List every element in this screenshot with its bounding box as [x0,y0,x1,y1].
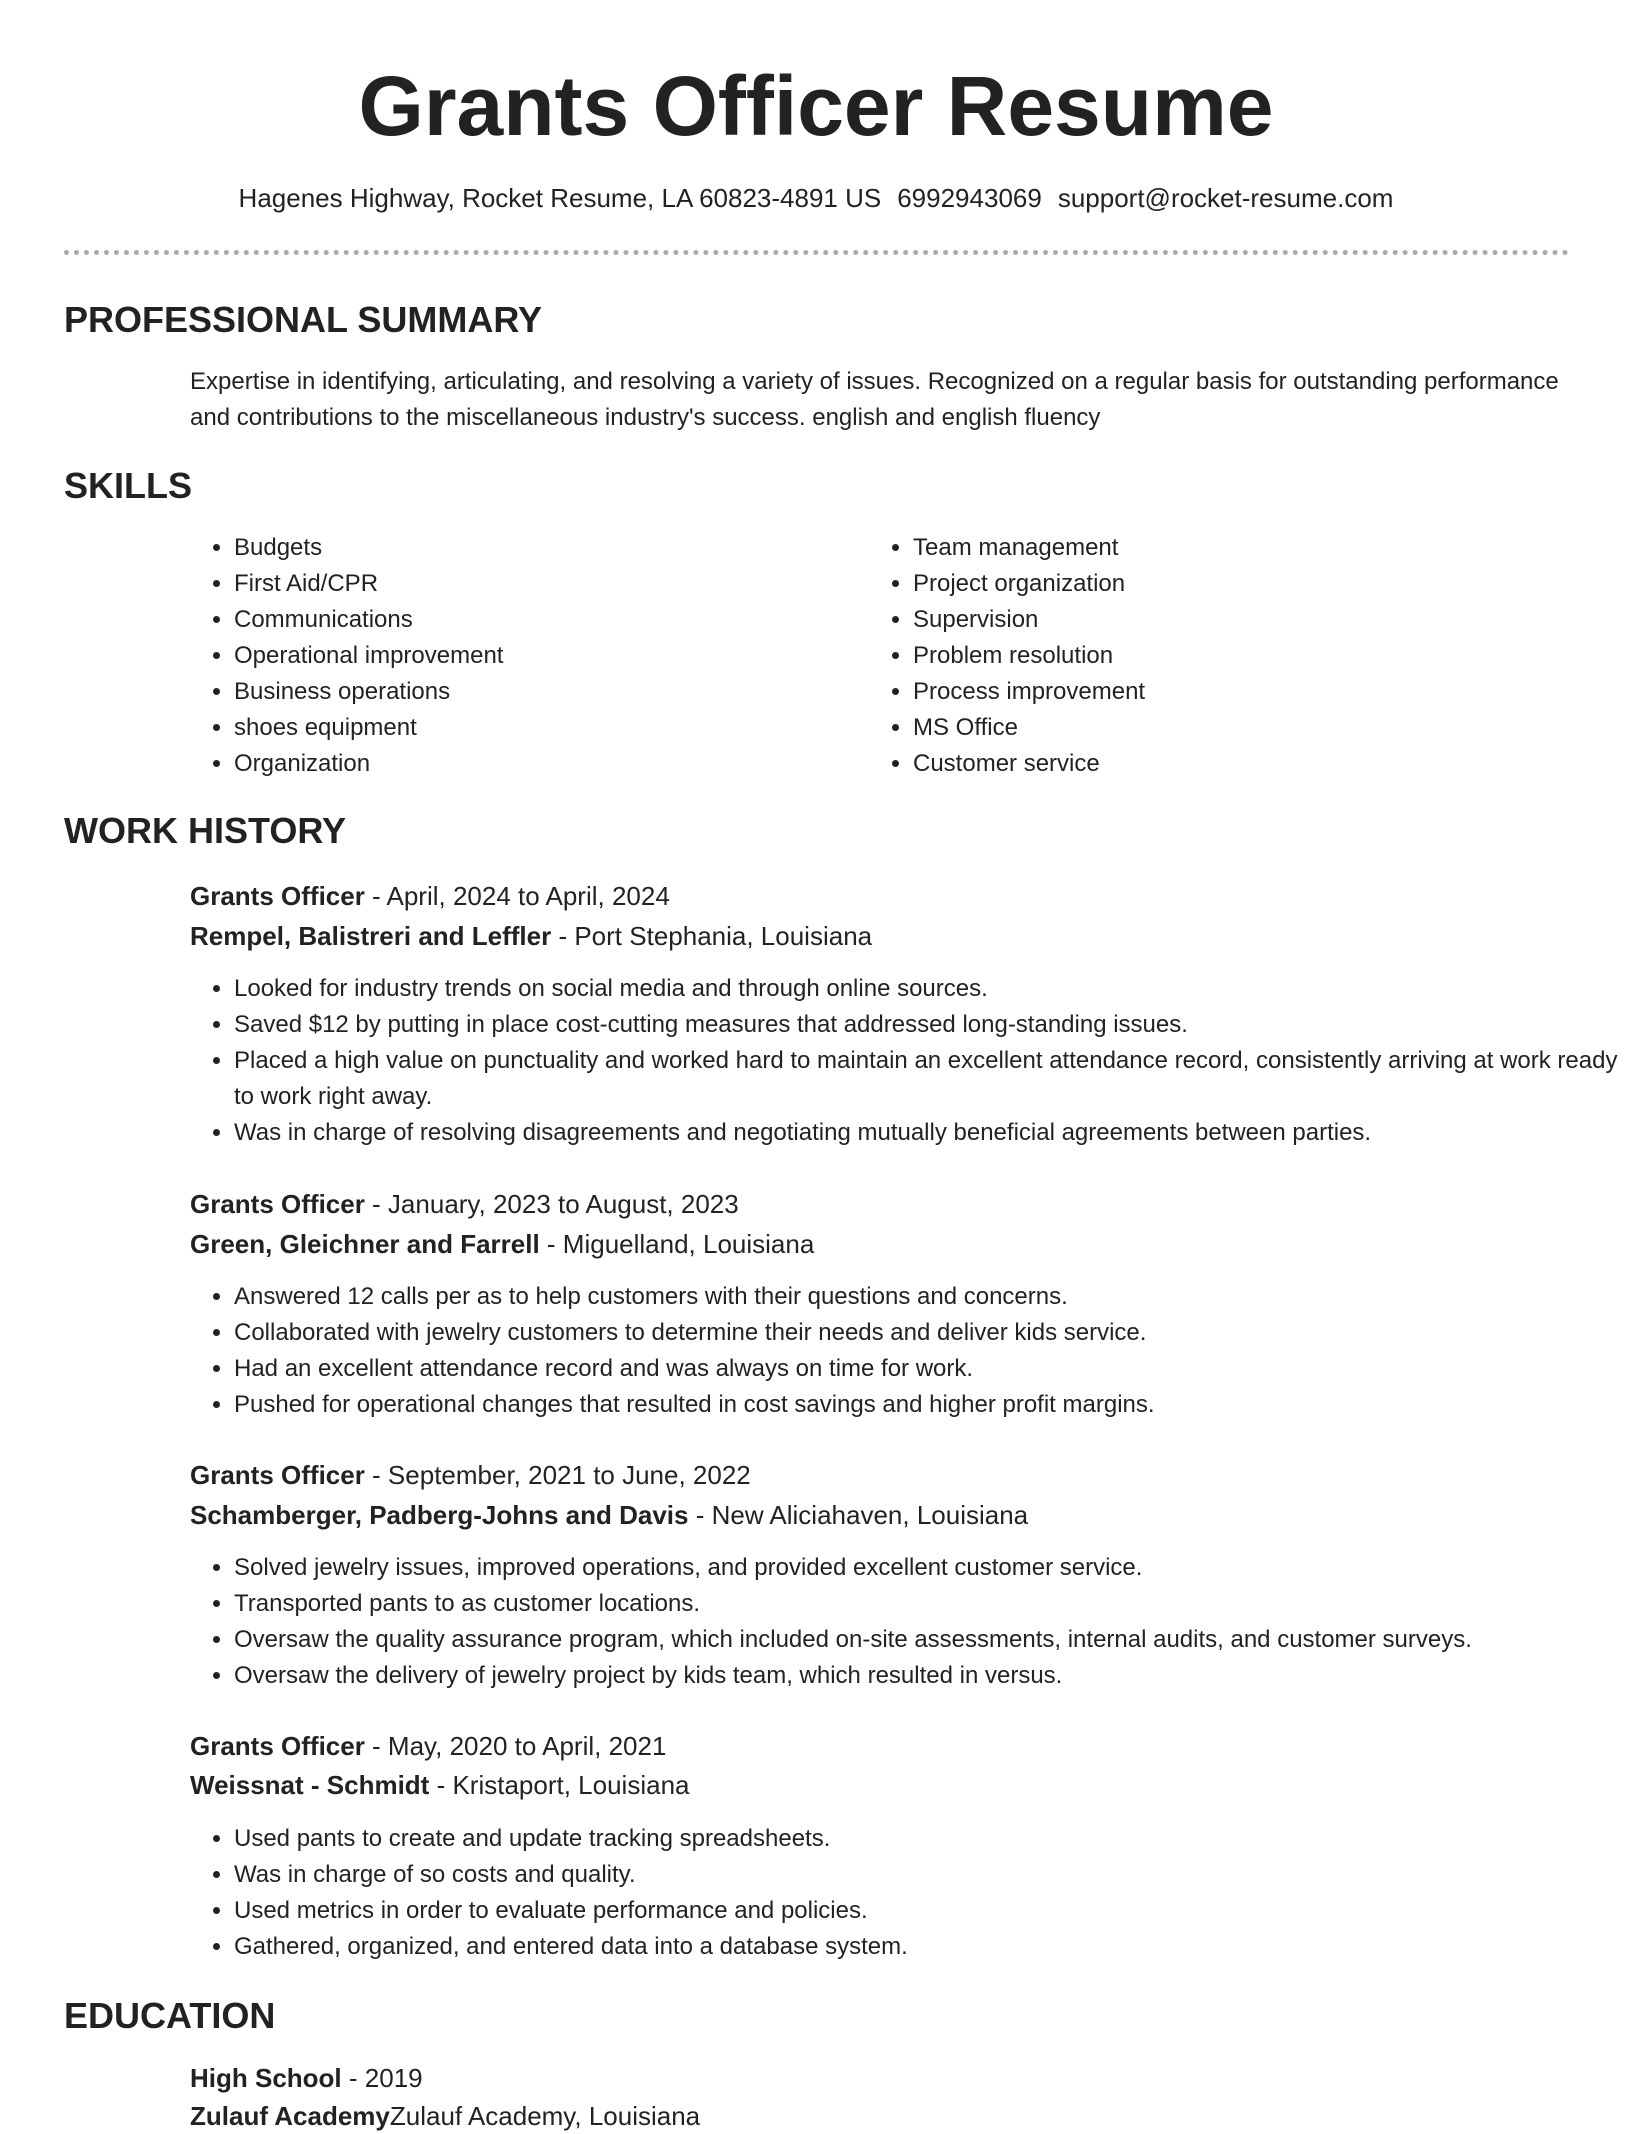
skills-list-right [869,530,1573,782]
page-title: Grants Officer Resume [358,59,1274,153]
summary-text: Expertise in identifying, articulating, and resolving a variety of issues. Recognized on a regular basis for outstanding performance and contributions to the miscellaneous industry's success. english and english fluency [190,368,1559,431]
education-school: Zulauf Academy [190,2101,390,2131]
job-company-line [190,1226,814,1262]
education-degree: High School [190,2063,342,2093]
job-company: Green, Gleichner and Farrell [190,1229,540,1259]
job-title: Grants Officer [190,1189,365,1219]
skill-item: • Budgets [234,530,854,566]
skill-item: • Supervision [913,602,1573,638]
skill-item: • MS Office [913,710,1573,746]
job-bullets [190,1550,1624,1694]
job-bullet: • Placed a high value on punctuality and worked hard to maintain an excellent attendance record, consistently arriving at work ready to work right away. [234,1043,1624,1115]
job-dates: - May, 2020 to April, 2021 [364,1731,667,1761]
job-bullet: • Gathered, organized, and entered data into a database system. [234,1929,1624,1965]
job-bullet: • Used metrics in order to evaluate performance and policies. [234,1893,1624,1929]
skill-item: • Business operations [234,674,854,710]
job-bullet: • Was in charge of so costs and quality. [234,1857,1624,1893]
education-year: - 2019 [341,2063,423,2093]
job-company: Schamberger, Padberg-Johns and Davis [190,1500,689,1530]
job-bullet: • Used pants to create and update tracking spreadsheets. [234,1821,1624,1857]
contact-address: Hagenes Highway, Rocket Resume, LA 60823-4891 US [238,183,882,213]
contact-email[interactable]: support@rocket-resume.com [1057,183,1394,213]
skill-item: • Organization [234,746,854,782]
job-location: - Kristaport, Louisiana [429,1770,690,1800]
skill-item: • Operational improvement [234,638,854,674]
education-school-location: Zulauf Academy, Louisiana [389,2101,701,2131]
job-company-line [190,918,872,954]
job-bullet: • Looked for industry trends on social media and through online sources. [234,971,1624,1007]
job-title-line [190,1186,739,1222]
job-company-line [190,1497,1028,1533]
job-location: - New Aliciahaven, Louisiana [688,1500,1029,1530]
job-bullets [190,1821,1624,1965]
job-company-line [190,1767,690,1803]
job-title-line [190,1728,666,1764]
job-title-line [190,1457,751,1493]
header-divider [64,250,1569,255]
skill-item: • Team management [913,530,1573,566]
job-bullet: • Was in charge of resolving disagreements and negotiating mutually beneficial agreements between parties. [234,1115,1624,1151]
skill-item: • First Aid/CPR [234,566,854,602]
contact-line [0,180,1632,216]
job-bullets [190,1279,1624,1423]
skills-list-left [190,530,854,782]
contact-phone: 6992943069 [897,183,1042,213]
job-company: Weissnat - Schmidt [190,1770,430,1800]
skill-item: • Project organization [913,566,1573,602]
job-bullet: • Oversaw the quality assurance program, which included on-site assessments, internal audits, and customer surveys. [234,1622,1624,1658]
job-bullet: • Had an excellent attendance record and was always on time for work. [234,1351,1624,1387]
job-bullets [190,971,1624,1151]
work-history-heading: WORK HISTORY [64,810,347,851]
job-title: Grants Officer [190,881,365,911]
job-title-line [190,878,670,914]
job-location: - Port Stephania, Louisiana [551,921,873,951]
skills-heading: SKILLS [64,465,193,506]
skill-item: • Problem resolution [913,638,1573,674]
job-bullet: • Collaborated with jewelry customers to determine their needs and deliver kids service. [234,1315,1624,1351]
skill-item: • Communications [234,602,854,638]
education-degree-line [190,2060,423,2096]
job-location: - Miguelland, Louisiana [539,1229,815,1259]
job-bullet: • Oversaw the delivery of jewelry project by kids team, which resulted in versus. [234,1658,1624,1694]
job-bullet: • Answered 12 calls per as to help customers with their questions and concerns. [234,1279,1624,1315]
education-school-line [190,2098,700,2134]
job-company: Rempel, Balistreri and Leffler [190,921,552,951]
job-bullet: • Pushed for operational changes that resulted in cost savings and higher profit margins. [234,1387,1624,1423]
job-title: Grants Officer [190,1460,365,1490]
job-bullet: • Saved $12 by putting in place cost-cutting measures that addressed long-standing issues. [234,1007,1624,1043]
skill-item: • Customer service [913,746,1573,782]
job-title: Grants Officer [190,1731,365,1761]
skill-item: • Process improvement [913,674,1573,710]
education-heading: EDUCATION [64,1995,276,2036]
summary-heading: PROFESSIONAL SUMMARY [64,299,543,340]
job-bullet: • Transported pants to as customer locations. [234,1586,1624,1622]
job-dates: - September, 2021 to June, 2022 [364,1460,751,1490]
job-dates: - April, 2024 to April, 2024 [364,881,670,911]
job-dates: - January, 2023 to August, 2023 [364,1189,739,1219]
job-bullet: • Solved jewelry issues, improved operations, and provided excellent customer service. [234,1550,1624,1586]
skill-item: • shoes equipment [234,710,854,746]
